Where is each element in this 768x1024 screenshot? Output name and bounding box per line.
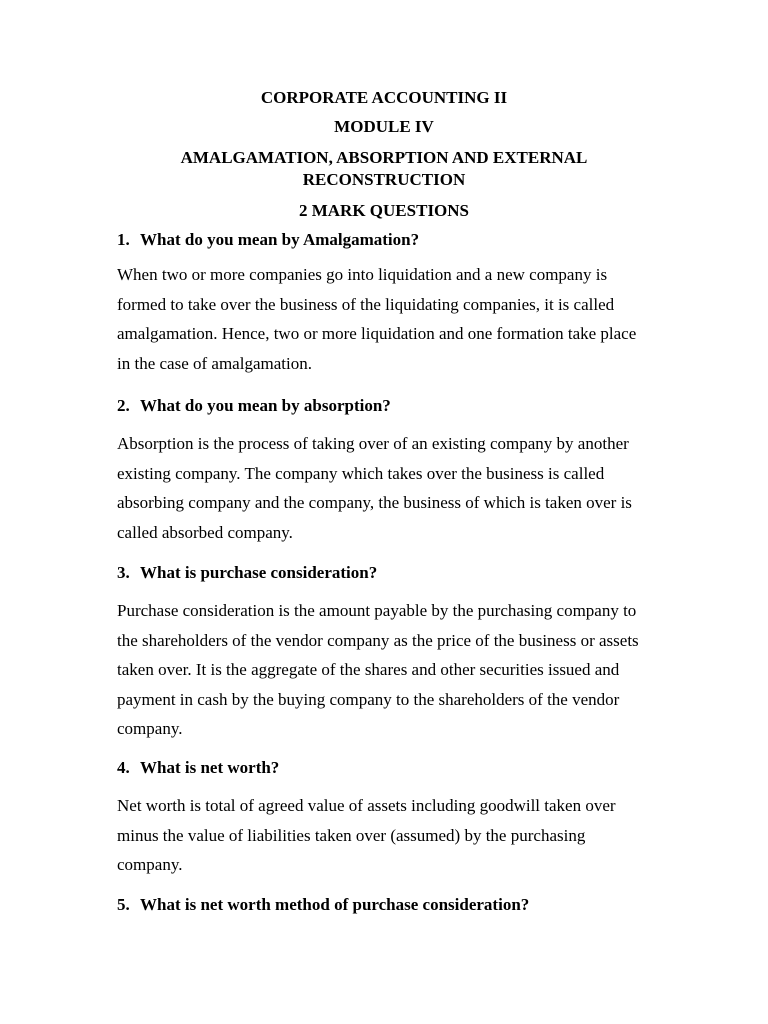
answer-paragraph [117, 429, 632, 547]
module-heading: MODULE IV [334, 117, 434, 136]
subject-heading-line2: RECONSTRUCTION [302, 170, 466, 189]
answer-line: called absorbed company. [117, 522, 293, 542]
answer-paragraph [117, 596, 639, 744]
question-heading [117, 563, 377, 583]
subject-heading-line1: AMALGAMATION, ABSORPTION AND EXTERNAL [180, 148, 588, 167]
question-text: What is net worth method of purchase consideration? [140, 895, 530, 914]
question-number: 1. [117, 230, 130, 249]
question-text: What is purchase consideration? [140, 563, 378, 582]
question-heading [117, 895, 529, 915]
answer-line: When two or more companies go into liquidation and a new company is [117, 265, 608, 284]
answer-line: company. [117, 719, 183, 739]
question-text: What is net worth? [140, 758, 280, 777]
answer-line: Absorption is the process of taking over of an existing company by another [117, 434, 629, 453]
answer-paragraph [117, 260, 636, 378]
answer-line: amalgamation. Hence, two or more liquidation and one formation take place [117, 324, 637, 344]
answer-line: minus the value of liabilities taken over (assumed) by the purchasing [117, 825, 586, 845]
answer-line: the shareholders of the vendor company as the price of the business or assets [117, 630, 639, 650]
answer-line: Purchase consideration is the amount payable by the purchasing company to [117, 601, 637, 620]
answer-line: taken over. It is the aggregate of the shares and other securities issued and [117, 660, 620, 680]
question-number: 2. [117, 396, 130, 415]
question-number: 5. [117, 895, 130, 914]
answer-line: formed to take over the business of the liquidating companies, it is called [117, 294, 615, 314]
question-text: What do you mean by Amalgamation? [140, 230, 420, 249]
answer-line: company. [117, 855, 183, 875]
document-title: CORPORATE ACCOUNTING II [260, 88, 508, 107]
answer-line: Net worth is total of agreed value of assets including goodwill taken over [117, 796, 616, 815]
question-heading [117, 396, 391, 416]
answer-paragraph [117, 791, 616, 880]
answer-line: absorbing company and the company, the business of which is taken over is [117, 493, 632, 513]
answer-line: in the case of amalgamation. [117, 353, 312, 373]
section-heading: 2 MARK QUESTIONS [298, 201, 470, 220]
question-heading [117, 230, 419, 250]
answer-line: payment in cash by the buying company to the shareholders of the vendor [117, 689, 620, 709]
question-text: What do you mean by absorption? [140, 396, 391, 415]
question-heading [117, 758, 279, 778]
answer-line: existing company. The company which takes over the business is called [117, 463, 605, 483]
question-number: 4. [117, 758, 130, 777]
question-number: 3. [117, 563, 130, 582]
